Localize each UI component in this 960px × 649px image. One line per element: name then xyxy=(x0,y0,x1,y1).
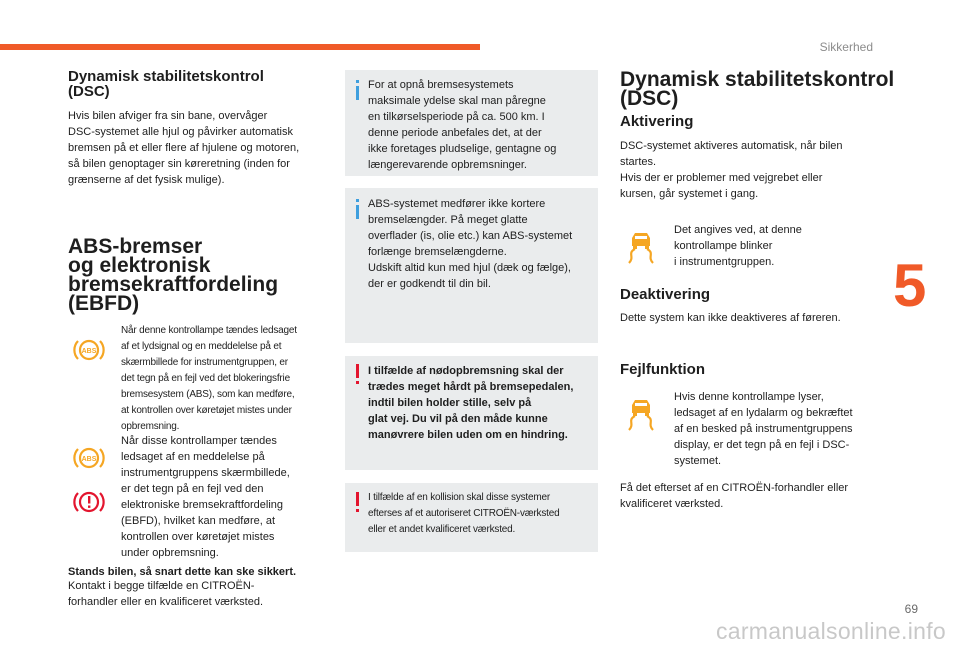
ebfd-lamps-text: Når disse kontrollamper tændes ledsaget af en meddelelse på instrumentgruppens skærmbillede, er det tegn på en fejl ved den elektroniske bremsekraftfordeling (EBFD), hvilket kan medføre, at kontrollen over køretøjet mistes under opbremsning. xyxy=(121,435,290,559)
warning-box-emergency-text: I tilfælde af nødopbremsning skal der trædes meget hårdt på bremsepedalen, indtil bilen holder stille, selv på glat vej. Du vil på den måde kunne manøvrere bilen uden om en hindring. xyxy=(368,365,574,441)
dsc-title-right: Dynamisk stabilitetskontrol (DSC) xyxy=(620,68,895,110)
warning-box-emergency xyxy=(345,356,598,470)
watermark: carmanualsonline.info xyxy=(715,618,946,644)
info-box-abs-text: ABS-systemet medfører ikke kortere bremselængder. På meget glatte overflader (is, olie etc.) kan ABS-systemet forlænge bremselængderne. Udskift altid kun med hjul (dæk og fælge), der er godkendt til din bil. xyxy=(368,198,573,290)
activation-text: DSC-systemet aktiveres automatisk, når bilen startes. Hvis der er problemer med vejgrebet eller kursen, går systemet i gang. xyxy=(620,140,843,200)
abs-warning-icon-2 xyxy=(73,444,105,472)
abs-lamp-text: Når denne kontrollampe tændes ledsaget af et lydsignal og en meddelelse på et skærmbillede for instrumentgruppen, er det tegn på en fejl ved det blokeringsfrie bremsesystem (ABS), som kan medføre, at kontrollen over køretøjet mistes under opbremsning. xyxy=(121,325,297,432)
warning-icon-2 xyxy=(356,492,359,506)
header-accent-bar xyxy=(0,44,480,50)
activation-lamp-text: Det angives ved, at denne kontrollampe blinker i instrumentgruppen. xyxy=(674,224,802,268)
stop-warning: Stands bilen, så snart dette kan ske sikkert. xyxy=(68,566,297,578)
chapter-number: 5 xyxy=(893,252,927,319)
info-box-breakin xyxy=(345,70,598,176)
dsc-description: Hvis bilen afviger fra sin bane, overvåger DSC-systemet alle hjul og påvirker automatisk bremsen på et eller flere af hjulene og motoren, så bilen genoptager sin køreretning (inden for grænserne af det fysisk mulige). xyxy=(68,110,300,186)
page-number: 69 xyxy=(904,602,918,616)
abs-icon-label-2: ABS xyxy=(81,456,97,463)
activation-heading: Aktivering xyxy=(620,113,694,130)
abs-warning-icon xyxy=(73,336,105,364)
dsc-title-left: Dynamisk stabilitetskontrol (DSC) xyxy=(68,68,264,100)
warning-icon xyxy=(356,364,359,378)
fault-heading: Fejlfunktion xyxy=(620,361,705,378)
info-box-breakin-text: For at opnå bremsesystemets maksimale ydelse skal man påregne en tilkørselsperiode på ca. 500 km. I denne periode anbefales det, at der ikke foretages pludselige, gentagne og længerevarende opbremsninger. xyxy=(368,79,557,171)
info-icon-2 xyxy=(356,205,359,219)
info-icon xyxy=(356,86,359,100)
brake-warning-icon xyxy=(73,488,105,516)
dsc-skid-icon xyxy=(623,229,659,265)
contact-dealer-text: Kontakt i begge tilfælde en CITROËN- forhandler eller en kvalificeret værksted. xyxy=(68,580,264,608)
fault-dealer-text: Få det efterset af en CITROËN-forhandler eller kvalificeret værksted. xyxy=(620,482,849,510)
deactivation-heading: Deaktivering xyxy=(620,286,711,303)
fault-lamp-text: Hvis denne kontrollampe lyser, ledsaget af en lydalarm og bekræftet af en besked på instrumentgruppens display, er det tegn på en fejl i DSC- systemet. xyxy=(674,391,853,467)
abs-title: ABS-bremser og elektronisk bremsekraftfordeling (EBFD) xyxy=(68,235,279,315)
abs-icon-label: ABS xyxy=(81,348,97,355)
section-name: Sikkerhed xyxy=(819,40,873,54)
deactivation-text: Dette system kan ikke deaktiveres af føreren. xyxy=(620,312,841,324)
warning-box-collision xyxy=(345,483,598,552)
info-box-abs xyxy=(345,188,598,343)
warning-box-collision-text: I tilfælde af en kollision skal disse systemer efterses af et autoriseret CITROËN-værksted eller et andet kvalificeret værksted. xyxy=(368,492,560,535)
dsc-skid-icon-2 xyxy=(623,396,659,432)
